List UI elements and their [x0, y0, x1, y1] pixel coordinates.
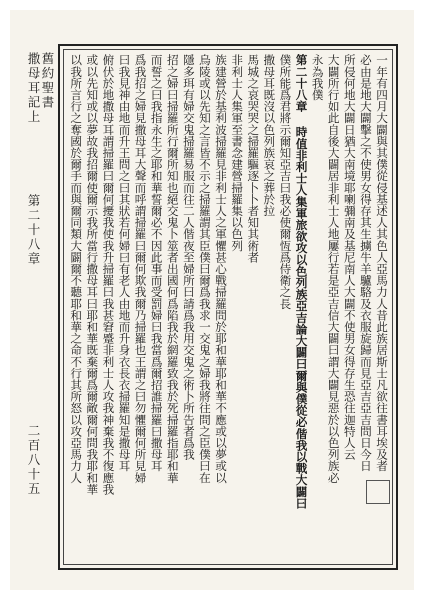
text-column: 曰我見神由地而升王問之曰其狀若何婦曰有老人由地而升身衣長衣掃羅知是撒母耳	[117, 54, 132, 472]
printer-seal	[366, 480, 390, 504]
text-column: 所侵何地大闢日猶大南境耶喇彌南及基尼南人大闢不使男女得存生恐往迦特人云	[342, 54, 357, 460]
text-column: 招之婦曰掃羅所行爾所知也絕交鬼卜筮者出國何爲陷我於網羅致我於死掃羅指耶和華	[165, 54, 180, 484]
text-column: 馬城之哀哭哭之掃羅驅逐卜卜者知其術者	[246, 54, 261, 263]
text-column: 族建營於基利波掃羅見非利士人之軍懼甚心戰掃羅問於耶和華耶和華不應或以夢或以	[214, 54, 229, 484]
text-column: 烏陵或以先知之言皆不示之掃羅謂其臣僕曰爾爲我求一交鬼之婦我將往問之臣僕曰在	[197, 54, 212, 484]
page-number: 二百八十五	[26, 424, 41, 497]
text-column: 非利士人集軍至書念建營掃羅集以色列	[230, 54, 245, 252]
text-column: 俯伏於地撒母耳謂掃羅曰爾何擾我使我升掃羅曰我甚窘蹙非利士人攻我神棄我不復應我	[101, 54, 116, 495]
chapter-heading-column: 第二十八章 時值非利士人集軍旅欲攻以色列族亞吉論大闢曰爾與僕從必偕我以戰大闢曰	[294, 54, 309, 509]
series-title: 舊約聖書	[40, 52, 55, 110]
book-page	[10, 10, 414, 590]
text-column: 必由是地大闢擊之不使男女得存其生擄牛羊驢駱及衣服旋歸而見亞吉亞吉問日今日	[358, 54, 373, 472]
chapter-label: 第二十八章	[26, 194, 41, 267]
text-columns	[64, 50, 392, 564]
text-column: 或以先知或以夢故我招爾使爾示我所當行撒母耳曰耶和華既棄爾爲爾敵爾何問我耶和華	[85, 54, 100, 495]
text-column: 爲我招之婦見撒母耳大聲而呼謂掃羅曰爾何欺我爾乃掃羅也王謂之曰勿懼爾何所見婦	[133, 54, 148, 484]
book-title: 撒母耳記上	[26, 52, 41, 125]
text-column: 永為我僕	[310, 54, 325, 101]
text-frame-inner	[63, 49, 393, 565]
text-frame	[58, 44, 398, 570]
text-column: 以我所言行之奪國於爾手而與爾同類大闢爾不聽耶和華之命不行其所怒以攻亞馬力人	[69, 54, 84, 484]
text-column: 僕所能爲君將示爾知亞吉曰我必使爾恆爲侍衛之長	[278, 54, 293, 310]
text-column: 大闢所行如此自後大闢居非利士人地屢行若是亞吉信大闢曰謂大闢見惡於以色列族必	[326, 54, 341, 484]
text-column: 隱多珥有婦交鬼掃羅易服而往二人偕夜至婦所曰請爲我用交鬼之術卜所告者爲我	[181, 54, 196, 460]
text-column: 一年有四月大闢與其僕從侵基述人其色人亞馬力人昔此族居斯士凡欲往書耳埃及者	[375, 54, 389, 472]
page-margin	[22, 44, 54, 570]
text-column: 撒母耳既沒以色列族哀之葬於拉	[262, 54, 277, 217]
text-column: 而誓之曰我指永生之耶和華誓爾必不因此事而受罰婦曰我當爲爾招誰掃羅曰撒母耳	[149, 54, 164, 472]
